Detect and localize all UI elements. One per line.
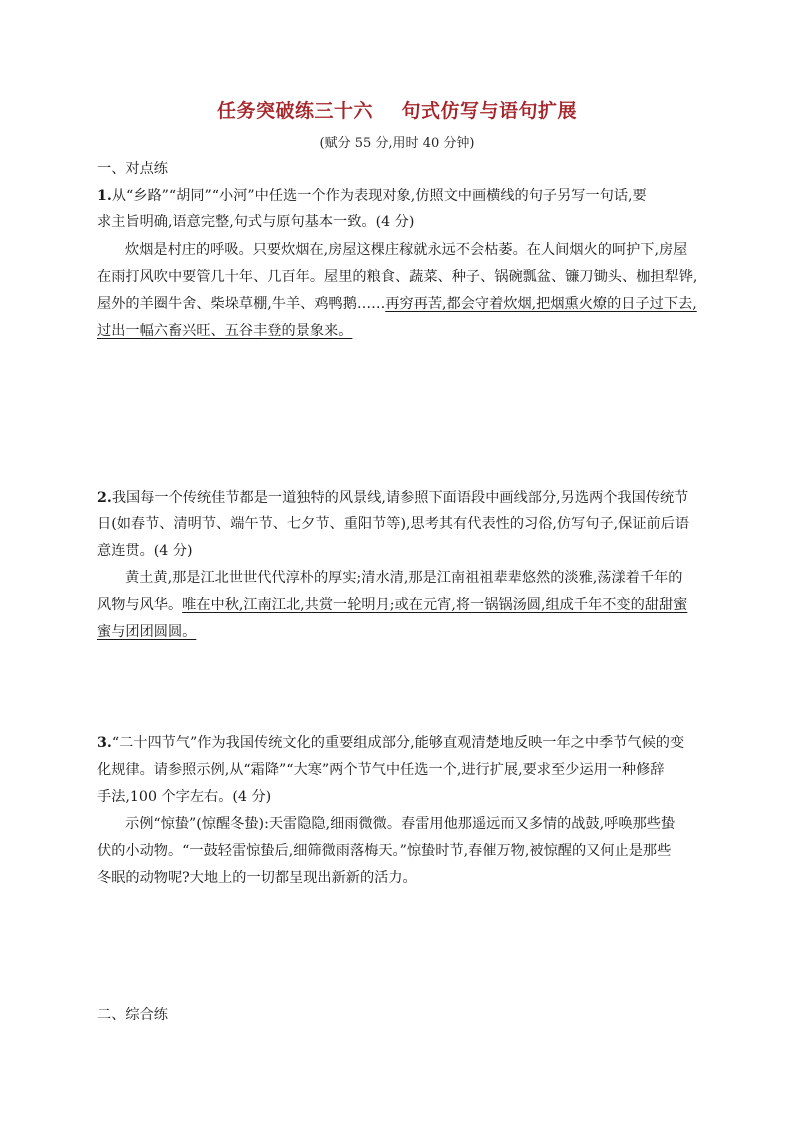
q2-underlined-sentence: 唯在中秋,江南江北,共赏一轮明月;或在元宵,将一锅锅汤圆,组成千年不变的甜甜蜜 <box>182 597 688 613</box>
page-subtitle: (赋分 55 分,用时 40 分钟) <box>319 136 475 151</box>
q1-underlined-sentence: 再穷再苦,都会守着炊烟,把烟熏火燎的日子过下去, <box>385 296 697 312</box>
q1-prompt-line-1 <box>97 186 647 206</box>
page-title: 任务突破练三十六 句式仿写与语句扩展 <box>217 100 577 122</box>
section-heading-1: 一、对点练 <box>97 161 168 177</box>
q2-passage-line-3 <box>97 622 196 642</box>
q3-example-line-3: 冬眠的动物呢?大地上的一切都呈现出新新的活力。 <box>97 870 417 886</box>
q3-example-line-1: 示例“惊蛰”(惊醒冬蛰):天雷隐隐,细雨微微。春雷用他那遥远而又多情的战鼓,呼唤那些蛰 <box>125 816 676 832</box>
q1-passage-line-3 <box>97 294 697 314</box>
q1-number: 1. <box>97 188 112 204</box>
q1-prompt-text-1: 从“乡路”“胡同”“小河”中任选一个作为表现对象,仿照文中画横线的句子另写一句话,要 <box>111 188 647 204</box>
q2-passage-line-2 <box>97 595 687 615</box>
q2-passage-line-1: 黄土黄,那是江北世世代代淳朴的厚实;清水清,那是江南祖祖辈辈悠然的淡雅,荡漾着千年的 <box>125 570 683 586</box>
q1-passage-line-1: 炊烟是村庄的呼吸。只要炊烟在,房屋这棵庄稼就永远不会枯萎。在人间烟火的呵护下,房屋 <box>125 242 688 258</box>
q3-prompt-text-1: “二十四节气”作为我国传统文化的重要组成部分,能够直观清楚地反映一年之中季节气候的变 <box>111 735 685 751</box>
q2-prompt-line-2: 日(如春节、清明节、端午节、七夕节、重阳节等),思考其有代表性的习俗,仿写句子,保证前后语 <box>97 516 690 532</box>
q2-number: 2. <box>97 490 112 506</box>
q2-prompt-line-1 <box>97 488 688 508</box>
q1-passage-line-4 <box>97 321 352 341</box>
q2-prompt-line-3: 意连贯。(4 分) <box>97 543 193 559</box>
q1-prompt-line-2: 求主旨明确,语意完整,句式与原句基本一致。(4 分) <box>97 214 415 230</box>
q3-number: 3. <box>97 735 112 751</box>
section-heading-2: 二、综合练 <box>97 1007 168 1023</box>
q2-prompt-text-1: 我国每一个传统佳节都是一道独特的风景线,请参照下面语段中画线部分,另选两个我国传统节 <box>111 490 689 506</box>
q3-prompt-line-2: 化规律。请参照示例,从“霜降”“大寒”两个节气中任选一个,进行扩展,要求至少运用一种修辞 <box>97 762 665 778</box>
q3-prompt-line-3: 手法,100 个字左右。(4 分) <box>97 789 272 805</box>
q3-prompt-line-1 <box>97 733 684 753</box>
q2-underlined-sentence-cont: 蜜与团团圆圆。 <box>97 624 197 640</box>
q1-passage-plain: 屋外的羊圈牛舍、柴垛草棚,牛羊、鸡鸭鹅…… <box>97 296 386 312</box>
q3-example-line-2: 伏的小动物。“一鼓轻雷惊蛰后,细筛微雨落梅天。”惊蛰时节,春催万物,被惊醒的又何止是那些 <box>97 843 672 859</box>
q1-underlined-sentence-cont: 过出一幅六畜兴旺、五谷丰登的景象来。 <box>97 323 353 339</box>
q1-passage-line-2: 在雨打风吹中要管几十年、几百年。屋里的粮食、蔬菜、种子、锅碗瓢盆、镰刀锄头、枷担犁铧, <box>97 269 698 285</box>
q2-passage-plain: 风物与风华。 <box>97 597 183 613</box>
